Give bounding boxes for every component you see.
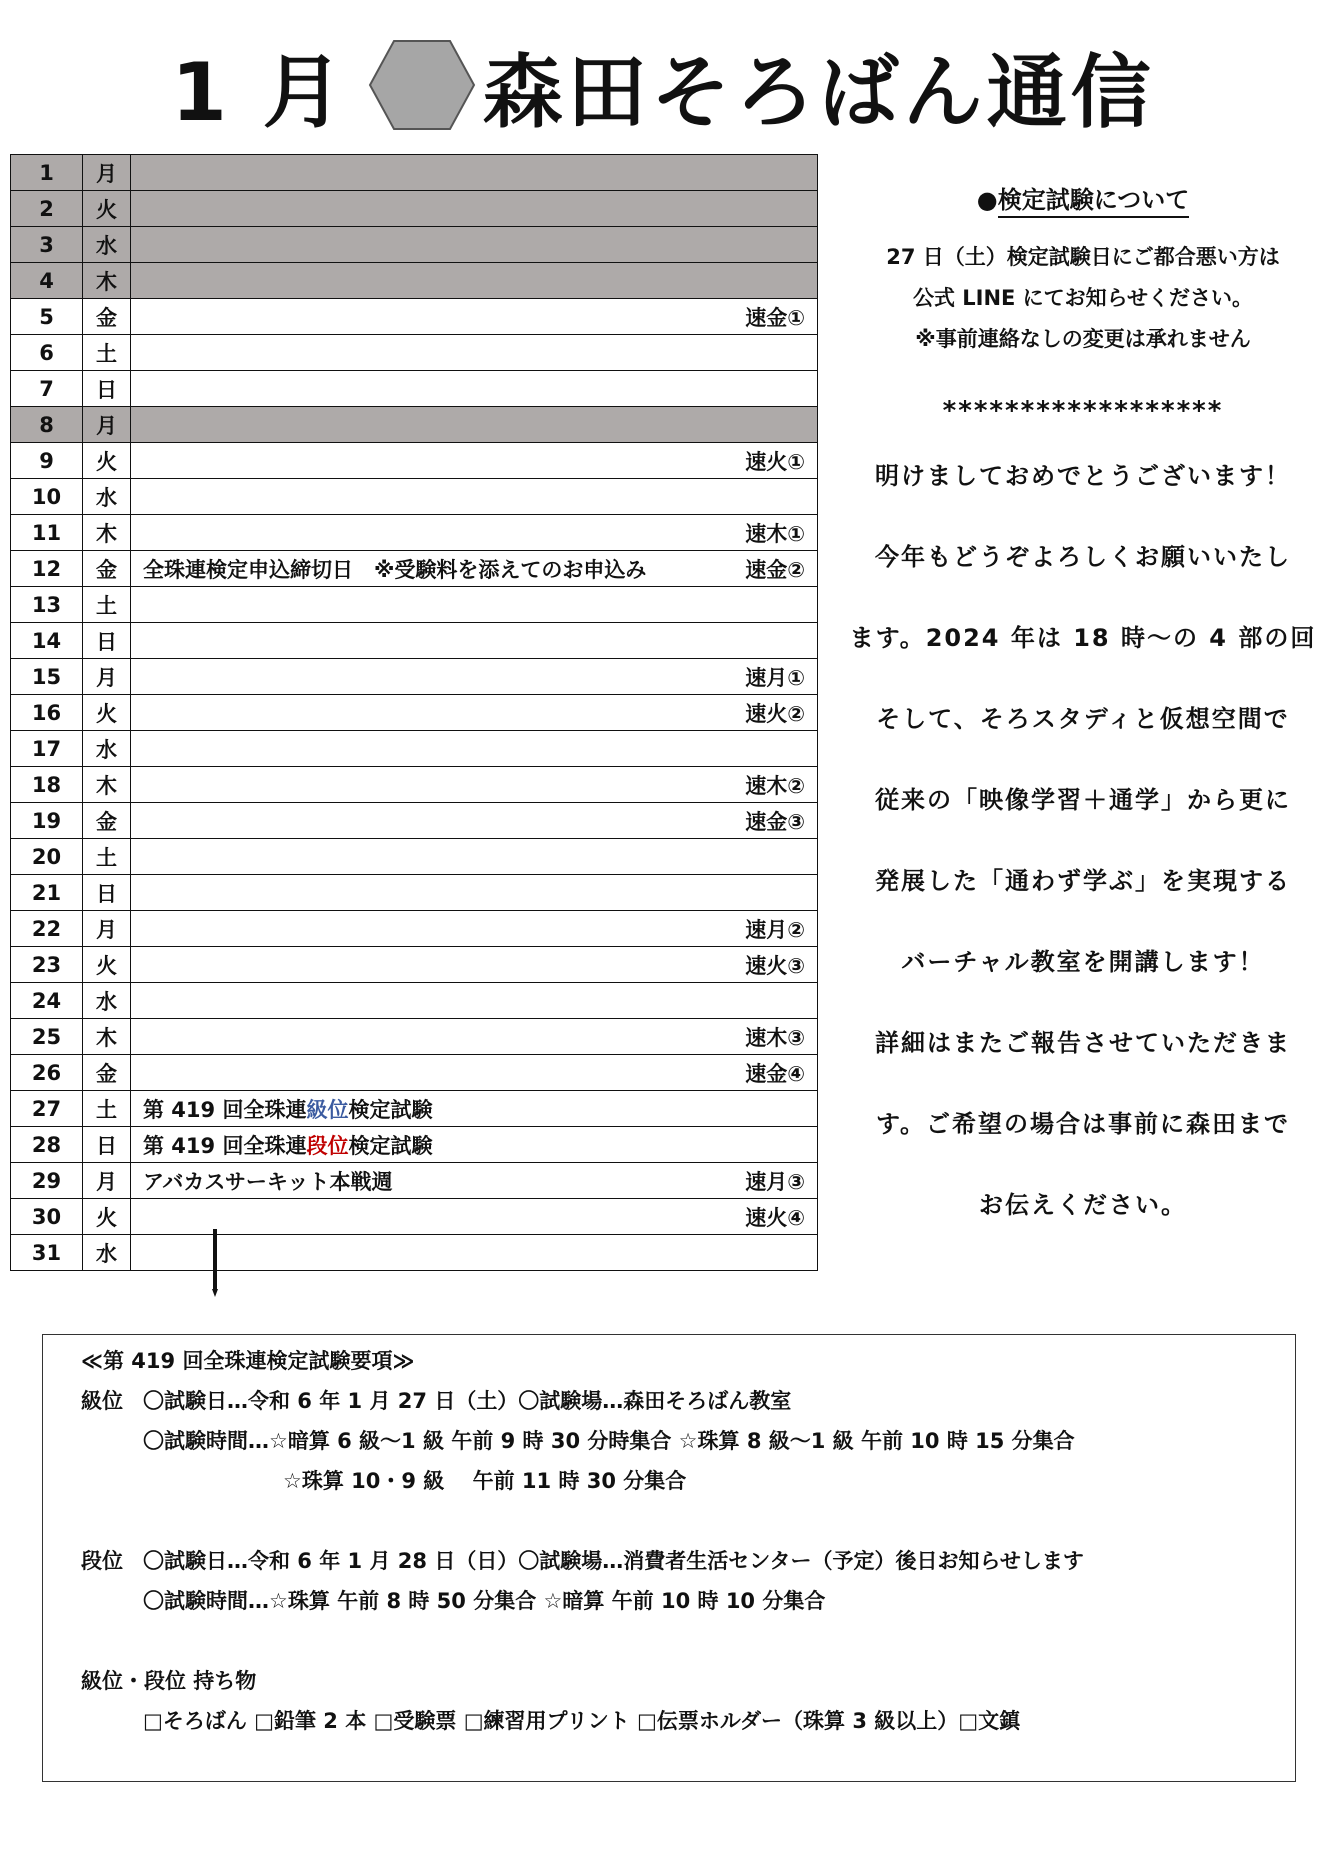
event-cell — [131, 515, 818, 551]
event-highlight: 段位 — [306, 1133, 349, 1158]
message-line: す。ご希望の場合は事前に森田まで — [875, 1110, 1291, 1138]
event-cell — [131, 155, 818, 191]
calendar-row — [11, 983, 818, 1019]
day-of-week: 日 — [83, 875, 131, 911]
event-cell — [131, 803, 818, 839]
day-number: 10 — [11, 479, 83, 515]
calendar-row — [11, 155, 818, 191]
day-of-week: 月 — [83, 407, 131, 443]
event-cell — [131, 1019, 818, 1055]
day-number: 19 — [11, 803, 83, 839]
day-of-week: 土 — [83, 839, 131, 875]
day-of-week: 土 — [83, 1091, 131, 1127]
day-number: 8 — [11, 407, 83, 443]
day-number: 5 — [11, 299, 83, 335]
greeting-message — [840, 436, 1326, 1246]
event-cell — [131, 1235, 818, 1271]
day-number: 21 — [11, 875, 83, 911]
star-divider: ****************** — [942, 396, 1224, 426]
calendar-row — [11, 911, 818, 947]
event-cell — [131, 191, 818, 227]
calendar-row — [11, 191, 818, 227]
calendar-row — [11, 1199, 818, 1235]
day-number: 24 — [11, 983, 83, 1019]
calendar-row — [11, 839, 818, 875]
day-number: 14 — [11, 623, 83, 659]
day-number: 26 — [11, 1055, 83, 1091]
message-line: 発展した「通わず学ぶ」を実現する — [875, 867, 1291, 895]
lesson-tag: 速木① — [745, 521, 805, 546]
arrow-down-icon — [212, 1229, 218, 1297]
message-line: そして、そろスタディと仮想空間で — [876, 705, 1290, 733]
event-cell — [131, 335, 818, 371]
calendar-row — [11, 335, 818, 371]
day-number: 17 — [11, 731, 83, 767]
day-number: 11 — [11, 515, 83, 551]
calendar-row — [11, 479, 818, 515]
day-of-week: 金 — [83, 803, 131, 839]
calendar-row — [11, 875, 818, 911]
event-cell — [131, 767, 818, 803]
day-of-week: 水 — [83, 731, 131, 767]
event-text: アバカスサーキット本戦週 — [143, 1169, 393, 1194]
day-of-week: 日 — [83, 623, 131, 659]
calendar-row — [11, 947, 818, 983]
day-of-week: 水 — [83, 983, 131, 1019]
event-cell — [131, 911, 818, 947]
day-of-week: 水 — [83, 227, 131, 263]
day-of-week: 水 — [83, 1235, 131, 1271]
notice-heading-text: 検定試験について — [998, 186, 1190, 218]
exam-details-box — [42, 1334, 1296, 1782]
event-cell — [131, 1199, 818, 1235]
exam-notice-panel — [840, 180, 1326, 1246]
day-number: 13 — [11, 587, 83, 623]
calendar-table — [10, 154, 818, 1271]
calendar-row — [11, 1019, 818, 1055]
message-line: ます。2024 年は 18 時～の 4 部の回 — [849, 624, 1317, 652]
calendar-row — [11, 515, 818, 551]
title-text: 森田そろばん通信 — [482, 45, 1155, 139]
day-of-week: 月 — [83, 155, 131, 191]
calendar-row — [11, 1235, 818, 1271]
day-number: 20 — [11, 839, 83, 875]
day-of-week: 土 — [83, 587, 131, 623]
lesson-tag: 速火① — [745, 449, 805, 474]
event-cell — [131, 983, 818, 1019]
lesson-tag: 速木② — [745, 773, 805, 798]
day-number: 25 — [11, 1019, 83, 1055]
calendar-row — [11, 587, 818, 623]
calendar-row — [11, 443, 818, 479]
event-cell — [131, 695, 818, 731]
day-of-week: 日 — [83, 1127, 131, 1163]
calendar-row — [11, 551, 818, 587]
day-number: 30 — [11, 1199, 83, 1235]
day-number: 28 — [11, 1127, 83, 1163]
day-number: 15 — [11, 659, 83, 695]
event-highlight: 級位 — [306, 1097, 349, 1122]
calendar-row — [11, 263, 818, 299]
day-of-week: 火 — [83, 191, 131, 227]
event-cell — [131, 731, 818, 767]
day-of-week: 木 — [83, 263, 131, 299]
event-cell — [131, 623, 818, 659]
notice-text — [840, 237, 1326, 360]
lesson-tag: 速月③ — [745, 1169, 805, 1194]
exam-box-title: ≪第 419 回全珠連検定試験要項≫ — [81, 1349, 415, 1373]
notice-line: ※事前連絡なしの変更は承れません — [915, 327, 1251, 351]
lesson-tag: 速金③ — [745, 809, 805, 834]
title-month: 1 月 — [171, 45, 347, 139]
day-number: 7 — [11, 371, 83, 407]
event-cell — [131, 263, 818, 299]
dan-label: 段位 — [81, 1549, 123, 1573]
day-number: 27 — [11, 1091, 83, 1127]
kyu-label: 級位 — [81, 1389, 123, 1413]
event-cell — [131, 839, 818, 875]
day-of-week: 水 — [83, 479, 131, 515]
day-number: 16 — [11, 695, 83, 731]
event-text: 第 419 回全珠連 — [143, 1133, 307, 1158]
day-of-week: 火 — [83, 443, 131, 479]
calendar-row — [11, 1055, 818, 1091]
day-number: 6 — [11, 335, 83, 371]
calendar-row — [11, 659, 818, 695]
day-of-week: 日 — [83, 371, 131, 407]
day-number: 9 — [11, 443, 83, 479]
items-heading: 級位・段位 持ち物 — [81, 1669, 257, 1693]
event-text: 検定試験 — [348, 1133, 433, 1158]
event-cell — [131, 587, 818, 623]
message-line: バーチャル教室を開講します！ — [901, 948, 1265, 976]
bullet-icon: ● — [976, 186, 998, 214]
event-text: 全珠連検定申込締切日 ※受験料を添えてのお申込み — [143, 557, 647, 582]
notice-line: 27 日（土）検定試験日にご都合悪い方は — [886, 245, 1280, 269]
lesson-tag: 速月① — [745, 665, 805, 690]
lesson-tag: 速木③ — [745, 1025, 805, 1050]
day-of-week: 木 — [83, 515, 131, 551]
event-cell — [131, 947, 818, 983]
day-number: 18 — [11, 767, 83, 803]
calendar-row — [11, 1091, 818, 1127]
day-number: 23 — [11, 947, 83, 983]
day-of-week: 月 — [83, 911, 131, 947]
calendar-row — [11, 1127, 818, 1163]
event-cell — [131, 1091, 818, 1127]
day-of-week: 土 — [83, 335, 131, 371]
day-of-week: 金 — [83, 299, 131, 335]
day-number: 31 — [11, 1235, 83, 1271]
event-cell — [131, 551, 818, 587]
event-cell — [131, 299, 818, 335]
lesson-tag: 速金② — [745, 557, 805, 582]
calendar-row — [11, 695, 818, 731]
day-number: 1 — [11, 155, 83, 191]
event-cell — [131, 371, 818, 407]
calendar-row — [11, 623, 818, 659]
calendar-row — [11, 371, 818, 407]
hexagon-icon — [367, 39, 477, 131]
kyu-time-line: 〇試験時間…☆暗算 6 級～1 級 午前 9 時 30 分時集合 ☆珠算 8 級～1 級 午前 10 時 15 分集合 — [143, 1429, 1075, 1453]
calendar-row — [11, 407, 818, 443]
event-cell — [131, 479, 818, 515]
message-line: 明けましておめでとうございます！ — [875, 462, 1291, 490]
items-list: □そろばん □鉛筆 2 本 □受験票 □練習用プリント □伝票ホルダー（珠算 3 級以上）□文鎮 — [143, 1709, 1021, 1733]
dan-time-line: 〇試験時間…☆珠算 午前 8 時 50 分集合 ☆暗算 午前 10 時 10 分集合 — [143, 1589, 826, 1613]
notice-line: 公式 LINE にてお知らせください。 — [912, 286, 1254, 310]
event-cell — [131, 1055, 818, 1091]
event-text: 第 419 回全珠連 — [143, 1097, 307, 1122]
day-of-week: 火 — [83, 1199, 131, 1235]
dan-date-line: 〇試験日…令和 6 年 1 月 28 日（日）〇試験場…消費者生活センター（予定）後日お知らせします — [143, 1549, 1084, 1573]
page-title — [0, 30, 1326, 140]
event-text: 検定試験 — [348, 1097, 433, 1122]
calendar-row — [11, 731, 818, 767]
event-cell — [131, 659, 818, 695]
event-cell — [131, 227, 818, 263]
day-number: 4 — [11, 263, 83, 299]
message-line: お伝えください。 — [979, 1191, 1187, 1219]
day-number: 12 — [11, 551, 83, 587]
day-number: 2 — [11, 191, 83, 227]
event-cell — [131, 875, 818, 911]
day-number: 29 — [11, 1163, 83, 1199]
day-number: 3 — [11, 227, 83, 263]
calendar-row — [11, 1163, 818, 1199]
event-cell — [131, 1127, 818, 1163]
message-line: 従来の「映像学習＋通学」から更に — [875, 786, 1291, 814]
day-of-week: 金 — [83, 551, 131, 587]
calendar-row — [11, 227, 818, 263]
message-line: 今年もどうぞよろしくお願いいたし — [875, 543, 1291, 571]
lesson-tag: 速金① — [745, 305, 805, 330]
kyu-time-line-2: ☆珠算 10・9 級 午前 11 時 30 分集合 — [283, 1469, 687, 1493]
kyu-date-line: 〇試験日…令和 6 年 1 月 27 日（土）〇試験場…森田そろばん教室 — [143, 1389, 792, 1413]
notice-heading — [977, 180, 1189, 215]
day-number: 22 — [11, 911, 83, 947]
calendar-row — [11, 767, 818, 803]
lesson-tag: 速火③ — [745, 953, 805, 978]
day-of-week: 火 — [83, 947, 131, 983]
day-of-week: 月 — [83, 659, 131, 695]
day-of-week: 月 — [83, 1163, 131, 1199]
calendar-row — [11, 299, 818, 335]
day-of-week: 木 — [83, 1019, 131, 1055]
lesson-tag: 速月② — [745, 917, 805, 942]
day-of-week: 火 — [83, 695, 131, 731]
message-line: 詳細はまたご報告させていただきま — [875, 1029, 1291, 1057]
day-of-week: 金 — [83, 1055, 131, 1091]
lesson-tag: 速火④ — [745, 1205, 805, 1230]
event-cell — [131, 1163, 818, 1199]
event-cell — [131, 407, 818, 443]
lesson-tag: 速火② — [745, 701, 805, 726]
event-cell — [131, 443, 818, 479]
lesson-tag: 速金④ — [745, 1061, 805, 1086]
calendar-row — [11, 803, 818, 839]
day-of-week: 木 — [83, 767, 131, 803]
